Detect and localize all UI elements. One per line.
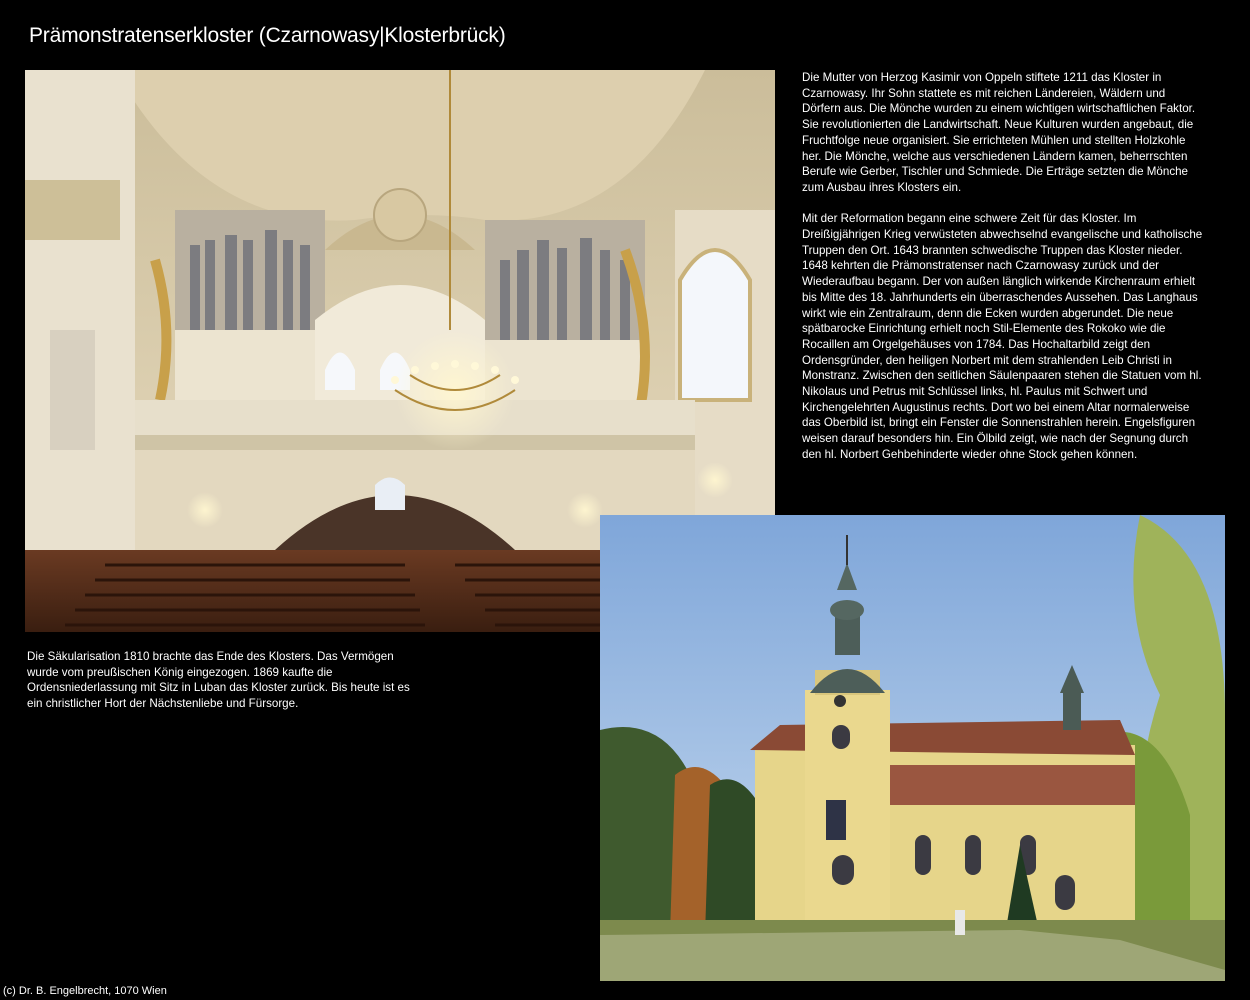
history-text [802,70,1204,478]
history-paragraph-founding: Die Mutter von Herzog Kasimir von Oppeln stiftete 1211 das Kloster in Czarnowasy. Ihr Sohn stattete es mit reichen Ländereien, Wäldern und Dörfern aus. Die Mönche wurden zu einem wichtigen wirtschaftlichen Faktor. Sie revolutionierten die Landwirtschaft. Neue Kulturen wurden angebaut, die Fruchtfolge neue organisiert. Sie errichteten Mühlen und stellten Holzkohle her. Die Mönche, welche aus verschiedenen Ländern kamen, beherrschten Berufe wie Gerber, Tischler und Schmiede. Die Erträge setzten die Mönche zum Ausbau ihres Klosters ein. [802,71,1196,194]
history-paragraph-reformation: Mit der Reformation begann eine schwere Zeit für das Kloster. Im Dreißigjährigen Krieg verwüsteten abwechselnd evangelische und katholische Truppen den Ort. 1643 brannten schwedische Truppen das Kloster nieder. 1648 kehrten die Prämonstratenser nach Czarnowasy zurück und der Wiederaufbau begann. Der von außen länglich wirkende Kirchenraum erhielt bis Mitte des 18. Jahrhunderts ein überraschendes Aussehen. Das Langhaus wirkt wie ein Zentralraum, denn die Ecken wurden abgerundet. Die neue spätbarocke Einrichtung erhielt noch Stil-Elemente des Rokoko wie die Rocaillen am Orgelgehäuses von 1784. Das Hochaltarbild zeigt den Ordensgründer, den heiligen Norbert mit dem strahlenden Leib Christi in Monstranz. Zwischen den seitlichen Säulenpaaren stehen die Statuen vom hl. Nikolaus und Petrus mit Schlüssel links, hl. Paulus mit Schwert und Kirchengelehrten Augustinus rechts. Dort wo bei einem Altar normalerweise das Oberbild ist, bringt ein Fenster die Sonnenstrahlen herein. Engelsfiguren weisen darauf besonders hin. Ein Ölbild zeigt, wie nach der Segnung durch den hl. Norbert Gehbehinderte wieder ohne Stock gehen können. [802,212,1203,461]
page-title: Prämonstratenserkloster (Czarnowasy|Klosterbrück) [29,24,506,47]
copyright-footer: (c) Dr. B. Engelbrecht, 1070 Wien [3,985,167,997]
church-exterior-photo [600,515,1225,981]
secularization-paragraph: Die Säkularisation 1810 brachte das Ende des Klosters. Das Vermögen wurde vom preußischen König eingezogen. 1869 kaufte die Ordensniederlassung mit Sitz in Luban das Kloster zurück. Bis heute ist es ein christlicher Hort der Nächstenliebe und Fürsorge. [27,650,410,711]
secularization-text [27,649,419,712]
